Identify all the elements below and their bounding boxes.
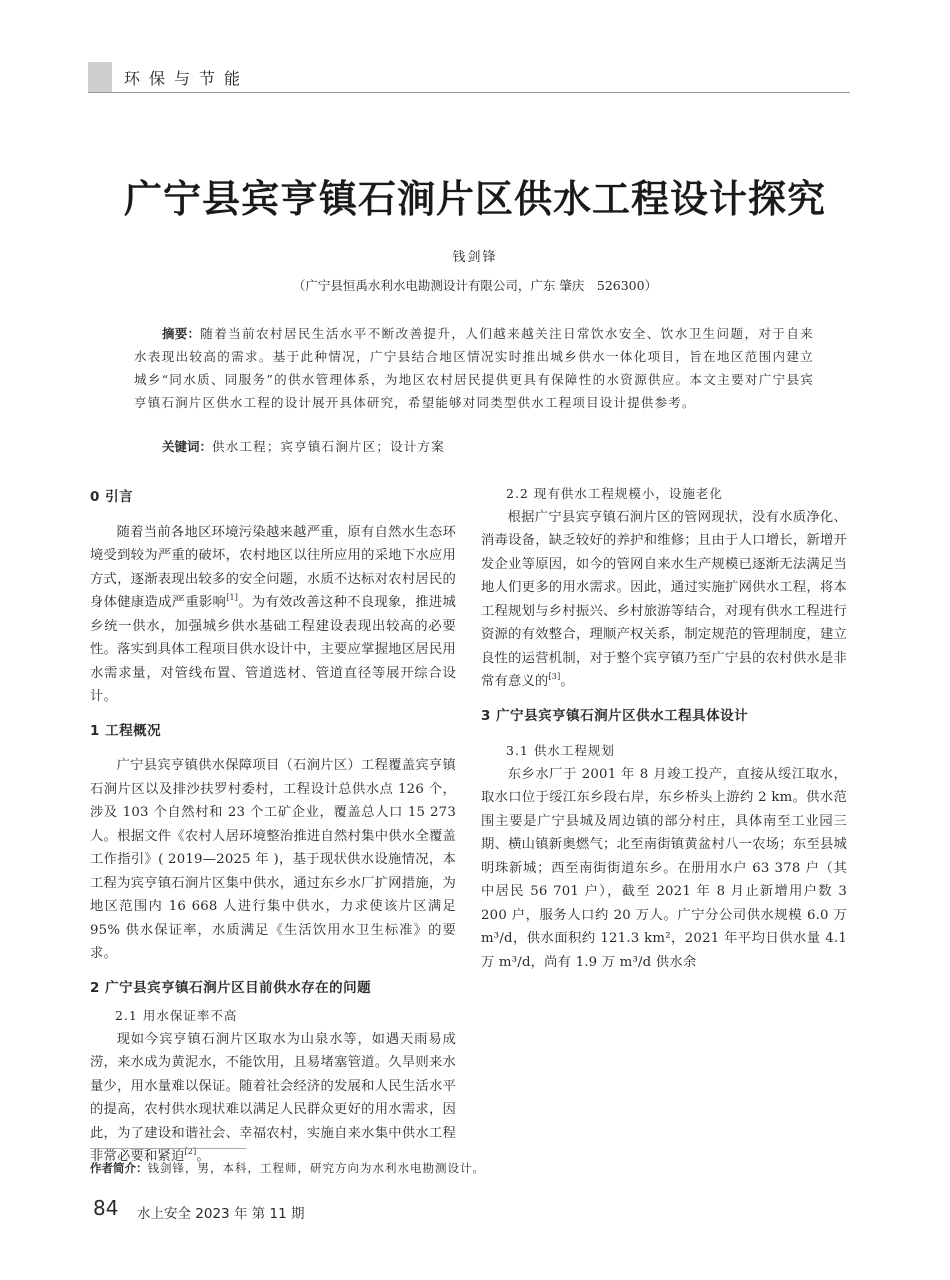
section-3-1-heading: 3.1 供水工程规划 xyxy=(506,743,615,758)
footnote-divider xyxy=(90,1148,246,1149)
header-marker-block xyxy=(88,62,112,92)
section-2-1-paragraph: 现如今宾亨镇石涧片区取水为山泉水等，如遇天雨易成涝，来水成为黄泥水，不能饮用，且易堵塞管道。久旱则来水量少，用水量难以保证。随着社会经济的发展和人民生活水平的提高，农村供水现状难以满足人民群众更好的用水需求，因此，为了建设和谐社会、幸福农村，实施自来水集中供水工程非常必要和紧迫[2]。 xyxy=(90,1031,456,1164)
section-3-heading: 3 广宁县宾亨镇石涧片区供水工程具体设计 xyxy=(481,707,749,724)
section-1-paragraph: 广宁县宾亨镇供水保障项目（石涧片区）工程覆盖宾亨镇石涧片区以及排沙扶罗村委村，工程设计总供水点 126 个，涉及 103 个自然村和 23 个工矿企业，覆盖总人口 15 273 人。根据文件《农村人居环境整治推进自然村集中供水全覆盖工作指引》( 2019—2025 年 )，基于现状供水设施情况，本工程为宾亨镇石涧片区集中供水，通过东乡水厂扩网措施，为地区范围内 16 668 人进行集中供水，力求使该片区满足 95% 供水保证率，水质满足《生活饮用水卫生标准》的要求。 xyxy=(90,758,456,961)
running-header xyxy=(88,62,850,93)
column-left xyxy=(90,482,456,1169)
page-number: 84 xyxy=(93,1196,119,1220)
section-0-paragraph: 随着当前各地区环境污染越来越严重，原有自然水生态环境受到较为严重的破坏，农村地区以往所应用的采地下水应用方式，逐渐表现出较多的安全问题，水质不达标对农村居民的身体健康造成严重影响[1]。为有效改善这种不良现象，推进城乡统一供水，加强城乡供水基础工程建设表现出较高的必要性。落实到具体工程项目供水设计中，主要应掌握地区居民用水需求量，对管线布置、管道选材、管道直径等展开综合设计。 xyxy=(90,524,457,704)
section-1-heading: 1 工程概况 xyxy=(90,722,162,739)
author-footnote xyxy=(90,1160,485,1176)
keywords-label: 关键词： xyxy=(162,439,213,454)
column-right xyxy=(481,482,847,974)
author-affiliation: （广宁县恒禹水利水电勘测设计有限公司，广东 肇庆 526300） xyxy=(292,278,658,293)
citation-3: [3] xyxy=(548,672,561,681)
article-title: 广宁县宾亨镇石涧片区供水工程设计探究 xyxy=(123,177,826,221)
footnote-label: 作者简介： xyxy=(90,1161,148,1175)
keywords-text: 供水工程；宾亨镇石涧片区；设计方案 xyxy=(212,439,445,454)
section-0-heading: 0 引言 xyxy=(90,489,134,505)
author-name: 钱剑锋 xyxy=(452,250,498,265)
section-2-2-paragraph: 根据广宁县宾亨镇石涧片区的管网现状，没有水质净化、消毒设备，缺乏较好的养护和维修；且由于人口增长，新增开发企业等原因，如今的管网自来水生产规模已逐渐无法满足当地人们更多的用水需求。因此，通过实施扩网供水工程，将本工程规划与乡村振兴、乡村旅游等结合，对现有供水工程进行资源的有效整合，理顺产权关系，制定规范的管理制度，建立良性的运营机制，对于整个宾亨镇乃至广宁县的农村供水是非常有意义的[3]。 xyxy=(481,509,847,689)
section-2-1-heading: 2.1 用水保证率不高 xyxy=(115,1008,238,1023)
footnote-text: 钱剑锋，男，本科，工程师，研究方向为水利水电勘测设计。 xyxy=(147,1161,485,1175)
abstract-label: 摘要： xyxy=(162,326,201,341)
section-2-2-heading: 2.2 现有供水工程规模小，设施老化 xyxy=(506,486,723,501)
citation-1: [1] xyxy=(226,593,239,602)
section-3-1-paragraph: 东乡水厂于 2001 年 8 月竣工投产，直接从绥江取水，取水口位于绥江东乡段右岸，东乡桥头上游约 2 km。供水范围主要是广宁县城及周边镇的部分村庄，具体南至工业园三期、横山镇新奥燃气；北至南街镇黄盆村八一农场；东至县城明珠新城；西至南街街道东乡。在册用水户 63 378 户（其中居民 56 701 户），截至 2021 年 8 月止新增用户数 3 200 户，服务人口约 20 万人。广宁分公司供水规模 6.0 万 m³/d，供水面积约 121.3 km²，2021 年平均日供水量 4.1 万 m³/d，尚有 1.9 万 m³/d 供水余 xyxy=(481,766,847,970)
citation-2: [2] xyxy=(184,1147,197,1156)
journal-info: 水上安全 2023 年 第 11 期 xyxy=(137,1206,305,1222)
abstract xyxy=(134,322,814,414)
abstract-text: 随着当前农村居民生活水平不断改善提升，人们越来越关注日常饮水安全、饮水卫生问题，对于自来水表现出较高的需求。基于此种情况，广宁县结合地区情况实时推出城乡供水一体化项目，旨在地区范围内建立城乡“同水质、同服务”的供水管理体系，为地区农村居民提供更具有保障性的水资源供应。本文主要对广宁县宾亨镇石涧片区供水工程的设计展开具体研究，希望能够对同类型供水工程项目设计提供参考。 xyxy=(134,326,814,410)
keywords xyxy=(162,437,445,455)
section-2-heading: 2 广宁县宾亨镇石涧片区目前供水存在的问题 xyxy=(90,979,372,996)
header-section-label: 环保与节能 xyxy=(124,69,250,88)
